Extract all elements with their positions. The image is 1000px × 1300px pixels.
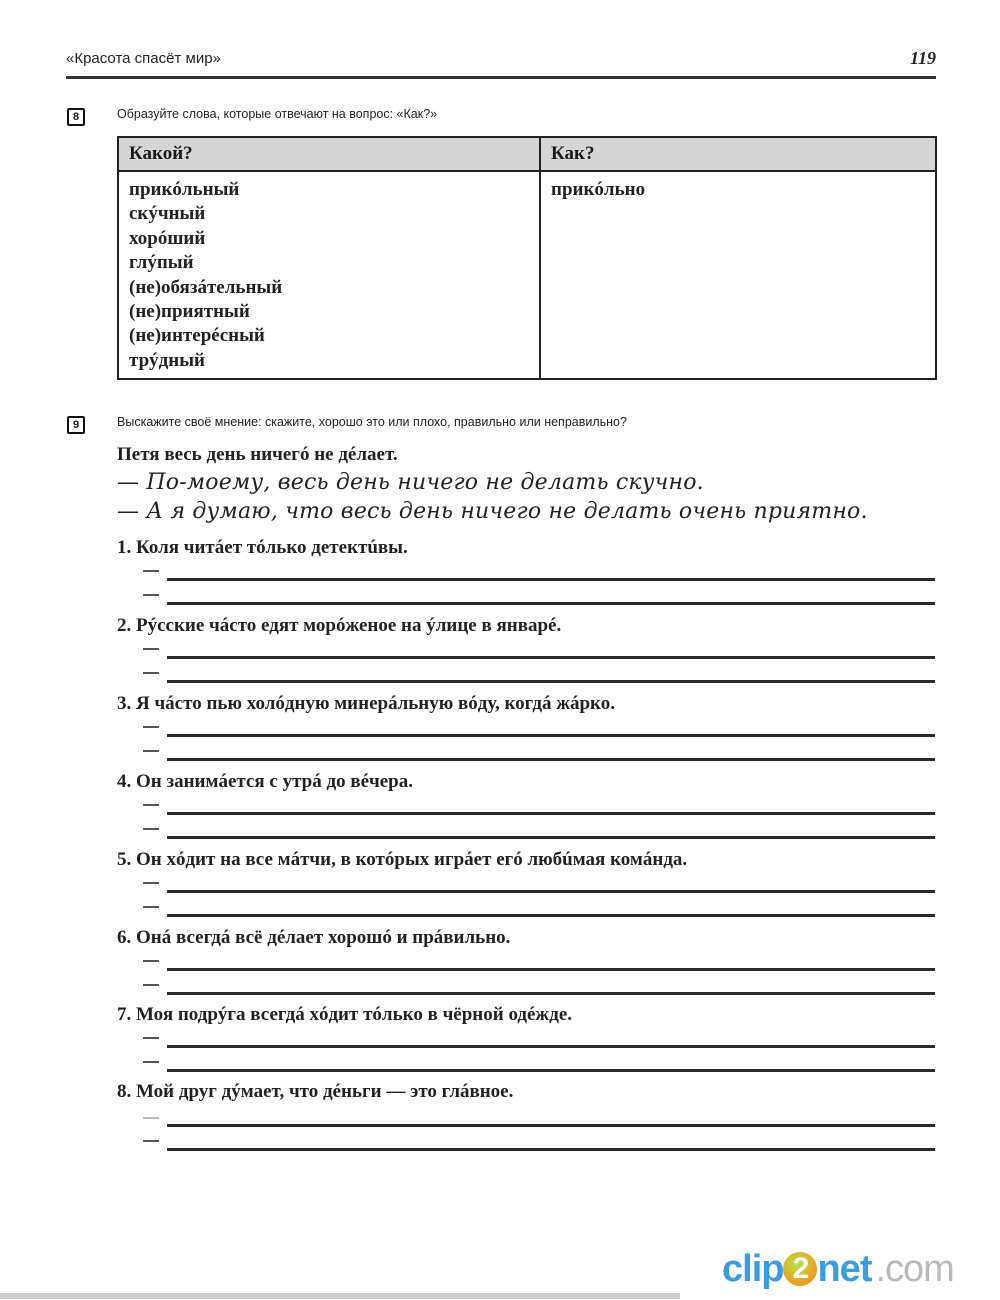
exercise-item-2 [117,615,937,693]
answer-line-1[interactable] [167,1045,935,1048]
dash-icon [143,1061,159,1063]
dash-icon [143,828,159,830]
answer-line-1[interactable] [167,812,935,815]
page-header [66,48,936,74]
exercise-item-8 [117,1081,937,1159]
answer-line-1[interactable] [167,656,935,659]
exercise-item-1 [117,537,937,615]
dash-icon [143,648,159,650]
dash-icon [143,570,159,572]
dash-icon [143,594,159,596]
adjective: скýчный [129,203,206,225]
answer-line-1[interactable] [167,1124,935,1127]
answer-line-2[interactable] [167,992,935,995]
answer-line-1[interactable] [167,734,935,737]
dash-icon [143,804,159,806]
answer-line-1[interactable] [167,890,935,893]
adverbs-cell[interactable] [540,171,936,379]
dash-icon [143,750,159,752]
example-answer-1: — По-моему, весь день ничего не делать скучно. [117,470,704,495]
adjective: (не)интерéсный [129,325,265,347]
answer-line-2[interactable] [167,836,935,839]
example-sentence: Петя весь день ничегó не дéлает. [117,444,398,465]
exercise-item-4 [117,771,937,849]
exercise-item-6 [117,927,937,1005]
item-statement: 4. Он занимáется с утрá до вéчера. [117,771,413,792]
exercise-item-3 [117,693,937,771]
dash-icon [143,906,159,908]
dash-icon [143,1117,159,1119]
logo-text-clip: clip [722,1248,784,1290]
item-statement: 3. Я чáсто пью холóдную минерáльную вóду, когдá жáрко. [117,693,615,714]
answer-line-2[interactable] [167,680,935,683]
adjective: (не)обязáтельный [129,276,283,298]
answer-line-2[interactable] [167,602,935,605]
adjective: (не)приятный [129,301,250,323]
exercise-item-5 [117,849,937,927]
logo-text-com: .com [875,1248,954,1290]
answer-line-2[interactable] [167,914,935,917]
example-answer-2: — А я думаю, что весь день ничего не делать очень приятно. [117,499,868,524]
dash-icon [143,882,159,884]
logo-text-net: net [817,1248,872,1290]
dash-icon [143,960,159,962]
answer-line-2[interactable] [167,758,935,761]
adjectives-cell [118,171,540,379]
dash-icon [143,1140,159,1142]
logo-badge-2: 2 [783,1252,817,1286]
item-statement: 8. Мой друг дýмает, что дéньги — это глáвное. [117,1081,514,1102]
adverb: прикóльно [551,179,646,200]
item-statement: 5. Он хóдит на все мáтчи, в котóрых игрáет егó любúмая комáнда. [117,849,688,870]
adjective: глýпый [129,252,194,274]
horizontal-scrollbar[interactable] [0,1293,680,1299]
chapter-title: «Красота спасёт мир» [66,50,221,67]
answer-line-1[interactable] [167,578,935,581]
answer-line-2[interactable] [167,1069,935,1072]
dash-icon [143,672,159,674]
adjective: хорóший [129,227,206,249]
column-header-kakoi: Какой? [118,137,540,171]
dash-icon [143,1037,159,1039]
item-statement: 7. Моя подрýга всегдá хóдит тóлько в чёрной одéжде. [117,1004,573,1025]
exercise-9-instruction: Выскажите своё мнение: скажите, хорошо это или плохо, правильно или неправильно? [117,415,627,429]
page-number: 119 [909,48,936,68]
exercise-8-instruction: Образуйте слова, которые отвечают на вопрос: «Как?» [117,107,438,121]
clip2net-watermark-logo [722,1248,954,1291]
item-statement: 6. Онá всегдá всё дéлает хорошó и прáвильно. [117,927,511,948]
exercise-8-number: 8 [67,108,85,126]
exercise-item-7 [117,1004,937,1082]
item-statement: 1. Коля читáет тóлько детектúвы. [117,537,408,558]
answer-line-1[interactable] [167,968,935,971]
answer-line-2[interactable] [167,1148,935,1151]
word-formation-table [117,136,937,380]
column-header-kak: Как? [540,137,936,171]
exercise-9-number: 9 [67,416,85,434]
item-statement: 2. Рýсские чáсто едят морóженое на ýлице в январé. [117,615,562,636]
adjective: прикóльный [129,179,240,200]
dash-icon [143,984,159,986]
header-rule [66,76,936,79]
dash-icon [143,726,159,728]
adjective: трýдный [129,349,205,371]
